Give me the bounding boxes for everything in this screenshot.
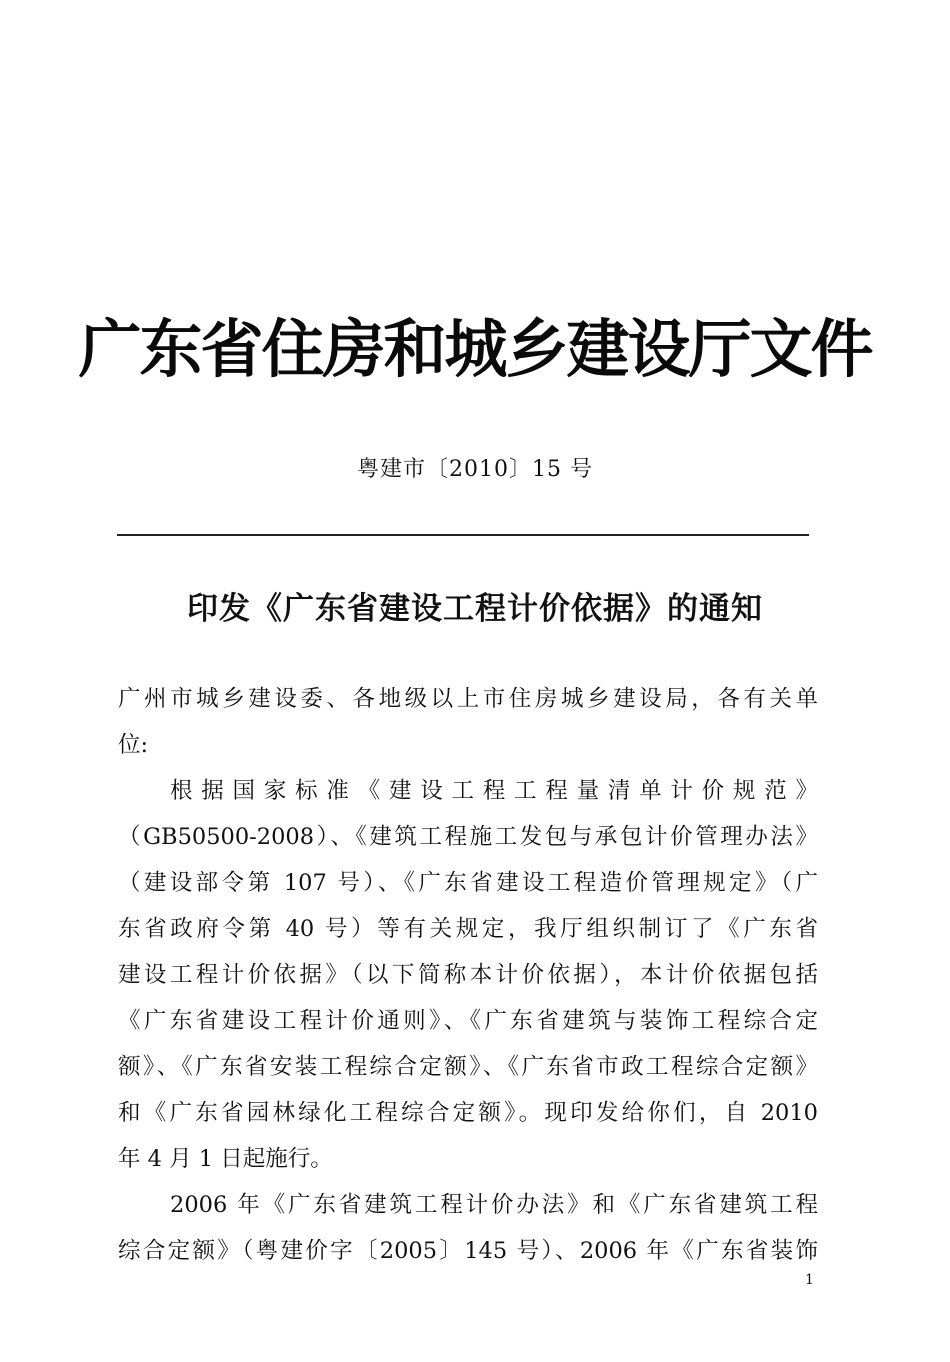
notice-title: 印发《广东省建设工程计价依据》的通知 bbox=[187, 591, 763, 627]
body-line: 2006 年《广东省建筑工程计价办法》和《广东省建筑工程 bbox=[170, 1192, 818, 1218]
body-line: 位: bbox=[118, 732, 149, 758]
body-line: 广州市城乡建设委、各地级以上市住房城乡建设局，各有关单 bbox=[118, 686, 818, 712]
body-line: 综合定额》（粤建价字〔2005〕145 号）、2006 年《广东省装饰 bbox=[118, 1238, 818, 1264]
body-line: （建设部令第 107 号）、《广东省建设工程造价管理规定》（广 bbox=[118, 870, 818, 896]
body-line: （GB50500-2008）、《建筑工程施工发包与承包计价管理办法》 bbox=[118, 824, 818, 850]
body-line: 建设工程计价依据》（以下简称本计价依据），本计价依据包括 bbox=[118, 962, 818, 988]
body-line: 年 4 月 1 日起施行。 bbox=[118, 1146, 333, 1172]
header-divider bbox=[117, 534, 809, 536]
document-number: 粤建市〔2010〕15 号 bbox=[357, 457, 593, 482]
body-line: 东省政府令第 40 号）等有关规定，我厅组织制订了《广东省 bbox=[118, 916, 818, 942]
body-line: 额》、《广东省安装工程综合定额》、《广东省市政工程综合定额》 bbox=[118, 1054, 818, 1080]
issuer-title: 广东省住房和城乡建设厅文件 bbox=[78, 313, 872, 386]
body-text bbox=[118, 676, 818, 1274]
body-line: 《广东省建设工程计价通则》、《广东省建筑与装饰工程综合定 bbox=[118, 1008, 818, 1034]
body-line: 和《广东省园林绿化工程综合定额》。现印发给你们，自 2010 bbox=[118, 1100, 818, 1126]
body-line: 根据国家标准《建设工程工程量清单计价规范》 bbox=[170, 778, 818, 804]
page-number: 1 bbox=[805, 1272, 814, 1288]
